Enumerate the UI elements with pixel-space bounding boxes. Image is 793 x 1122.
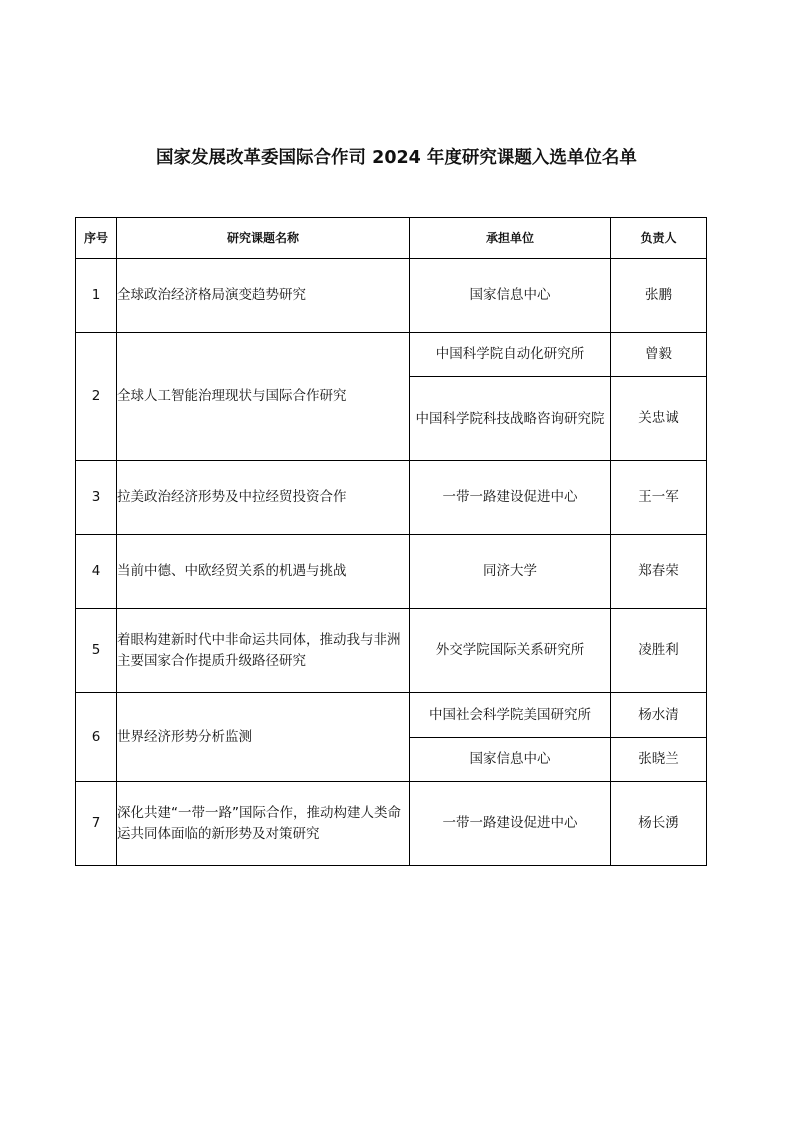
row-unit: 中国社会科学院美国研究所	[410, 693, 611, 738]
header-topic: 研究课题名称	[117, 218, 410, 259]
header-unit: 承担单位	[410, 218, 611, 259]
row-person: 王一军	[611, 461, 707, 535]
row-unit: 国家信息中心	[410, 738, 611, 782]
table-row	[76, 782, 707, 866]
row-no: 6	[76, 693, 117, 782]
row-no: 2	[76, 333, 117, 461]
table-row	[76, 535, 707, 609]
row-person: 郑春荣	[611, 535, 707, 609]
row-person: 张晓兰	[611, 738, 707, 782]
header-no: 序号	[76, 218, 117, 259]
row-topic: 全球政治经济格局演变趋势研究	[117, 259, 410, 333]
row-person: 张鹏	[611, 259, 707, 333]
row-no: 5	[76, 609, 117, 693]
row-person: 杨长湧	[611, 782, 707, 866]
row-unit: 国家信息中心	[410, 259, 611, 333]
row-unit: 一带一路建设促进中心	[410, 782, 611, 866]
row-no: 3	[76, 461, 117, 535]
row-person: 凌胜利	[611, 609, 707, 693]
row-unit	[410, 377, 611, 461]
row-topic: 全球人工智能治理现状与国际合作研究	[117, 333, 410, 461]
selection-table	[75, 217, 707, 866]
row-unit: 一带一路建设促进中心	[410, 461, 611, 535]
row-topic: 深化共建“一带一路”国际合作，推动构建人类命运共同体面临的新形势及对策研究	[117, 782, 410, 866]
document-title: 国家发展改革委国际合作司 2024 年度研究课题入选单位名单	[156, 148, 637, 168]
header-person: 负责人	[611, 218, 707, 259]
row-topic: 当前中德、中欧经贸关系的机遇与挑战	[117, 535, 410, 609]
table-row	[76, 609, 707, 693]
row-person: 杨水清	[611, 693, 707, 738]
row-no: 7	[76, 782, 117, 866]
row-unit-text: 中国科学院科技战略咨询研究院	[415, 410, 605, 427]
row-no: 1	[76, 259, 117, 333]
row-topic: 拉美政治经济形势及中拉经贸投资合作	[117, 461, 410, 535]
row-topic: 着眼构建新时代中非命运共同体，推动我与非洲主要国家合作提质升级路径研究	[117, 609, 410, 693]
row-person: 曾毅	[611, 333, 707, 377]
table-row	[76, 461, 707, 535]
table-row	[76, 259, 707, 333]
table-row	[76, 333, 707, 377]
row-unit: 中国科学院自动化研究所	[410, 333, 611, 377]
row-person: 关忠诚	[611, 377, 707, 461]
row-unit: 同济大学	[410, 535, 611, 609]
row-no: 4	[76, 535, 117, 609]
row-topic: 世界经济形势分析监测	[117, 693, 410, 782]
table-row	[76, 693, 707, 738]
table-header-row	[76, 218, 707, 259]
row-unit: 外交学院国际关系研究所	[410, 609, 611, 693]
